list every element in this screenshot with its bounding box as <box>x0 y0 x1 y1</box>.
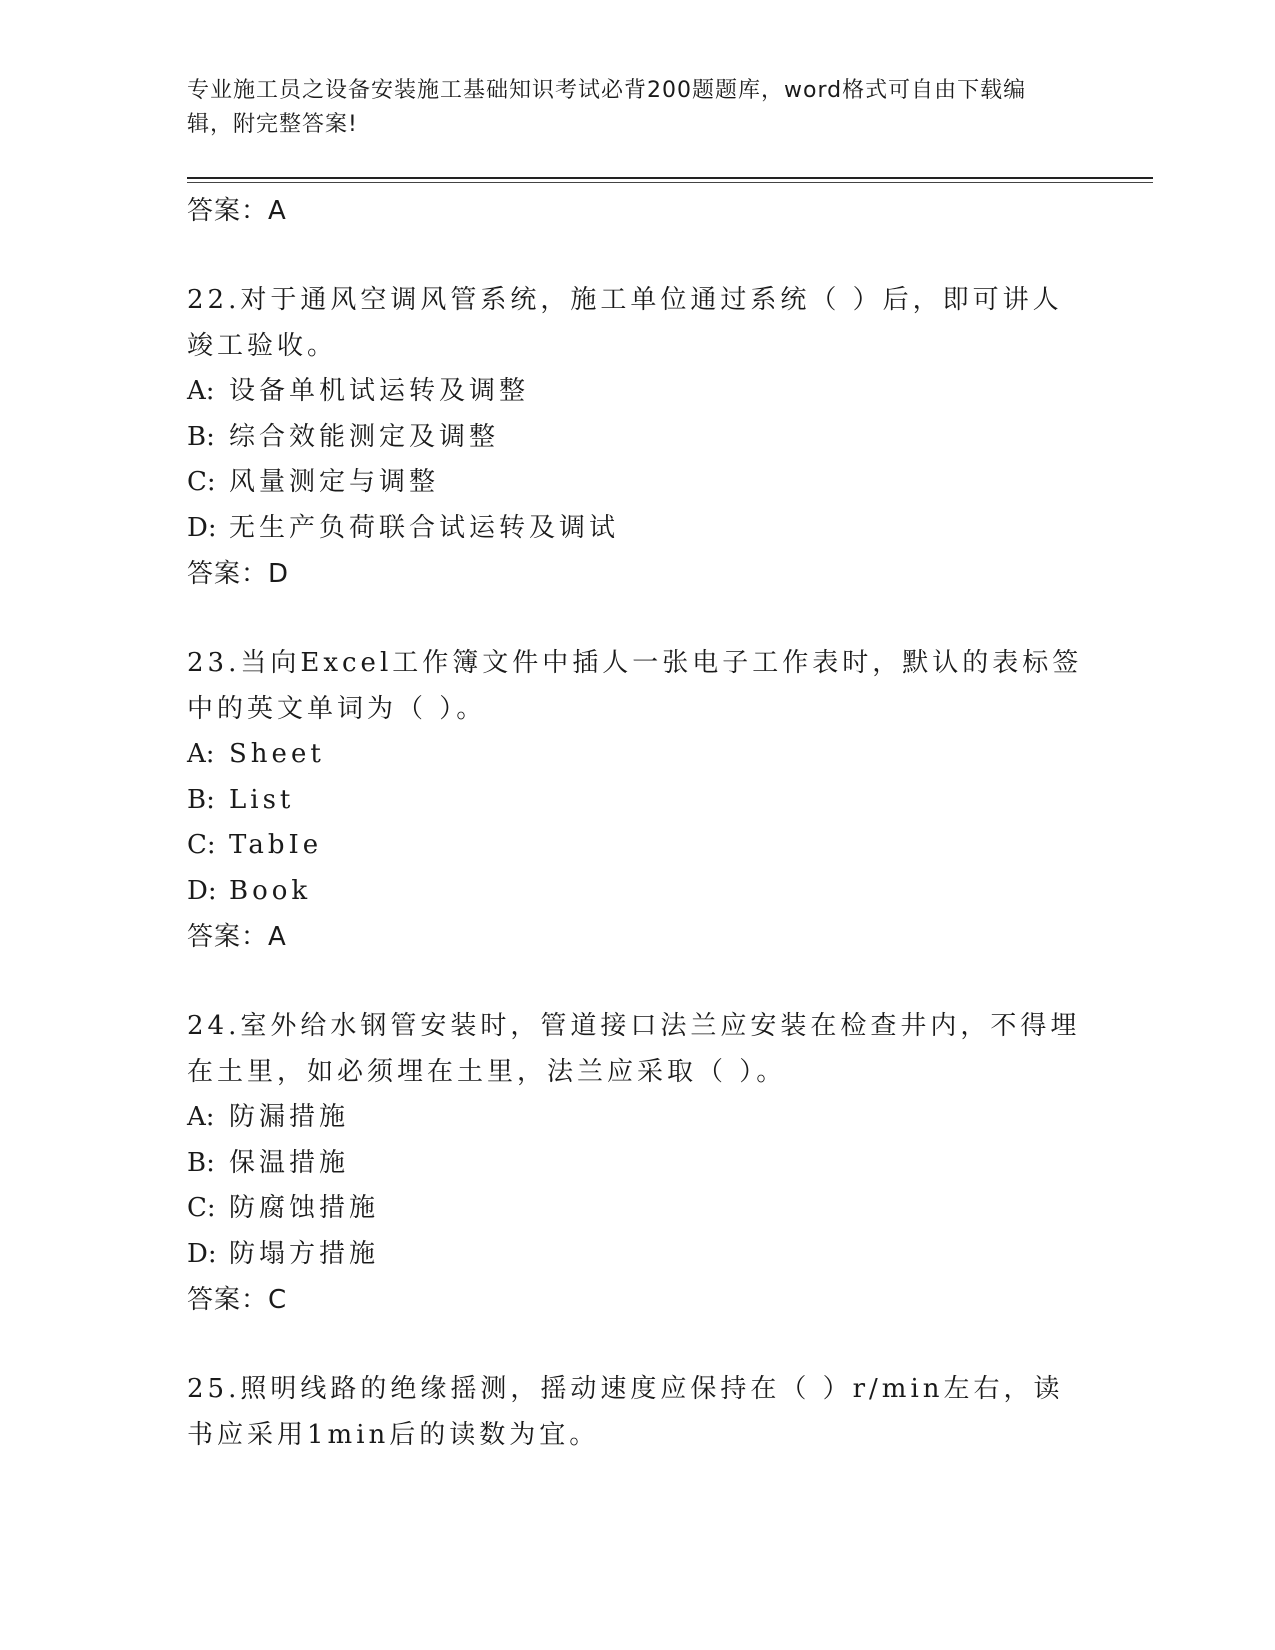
option-c <box>187 460 1087 506</box>
option-text: 保温措施 <box>229 1147 350 1178</box>
header-rule-thick <box>187 177 1153 179</box>
option-letter: C: <box>187 1193 216 1223</box>
option-text: List <box>229 784 295 815</box>
option-letter: D: <box>187 512 217 543</box>
option-a <box>187 369 1087 415</box>
option-d <box>187 1232 1087 1278</box>
option-d <box>187 506 1087 552</box>
option-text: 无生产负荷联合试运转及调试 <box>229 512 620 543</box>
answer-line: 答案：C <box>187 1285 288 1315</box>
option-letter: A: <box>187 376 215 406</box>
option-text: 防漏措施 <box>229 1102 350 1132</box>
option-letter: D: <box>187 1238 217 1269</box>
question-item <box>187 1367 1087 1458</box>
option-d <box>187 869 1087 915</box>
answer-line: 答案：D <box>187 559 290 589</box>
option-letter: B: <box>187 1147 215 1178</box>
option-a <box>187 732 1087 778</box>
option-c <box>187 823 1087 869</box>
page-header: 专业施工员之设备安装施工基础知识考试必背200题题库，word格式可自由下载编辑，附完整答案! <box>187 78 1027 137</box>
option-text: 综合效能测定及调整 <box>229 421 500 452</box>
option-letter: A: <box>187 739 215 769</box>
option-text: 防塌方措施 <box>229 1238 380 1269</box>
option-letter: C: <box>187 830 216 860</box>
question-item <box>187 641 1087 960</box>
option-text: Book <box>229 875 312 906</box>
option-c <box>187 1186 1087 1232</box>
question-item <box>187 1004 1087 1323</box>
question-stem: 22.对于通风空调风管系统，施工单位通过系统（ ）后，即可讲人竣工验收。 <box>187 285 1063 361</box>
option-text: TabIe <box>229 830 323 860</box>
option-a <box>187 1095 1087 1141</box>
header-rule-thin <box>187 182 1153 183</box>
answer-line: 答案：A <box>187 922 287 952</box>
question-item <box>187 278 1087 597</box>
option-letter: D: <box>187 875 217 906</box>
option-letter: B: <box>187 784 215 815</box>
question-stem: 23.当向Excel工作簿文件中插人一张电子工作表时，默认的表标签中的英文单词为（ ）。 <box>187 648 1083 724</box>
answer-line: 答案：A <box>187 196 287 226</box>
option-letter: C: <box>187 467 216 497</box>
option-letter: A: <box>187 1102 215 1132</box>
option-text: Sheet <box>229 739 325 769</box>
option-text: 风量测定与调整 <box>229 467 440 497</box>
option-text: 防腐蚀措施 <box>229 1193 380 1223</box>
option-b <box>187 778 1087 824</box>
option-b <box>187 1141 1087 1187</box>
question-stem: 25.照明线路的绝缘摇测，摇动速度应保持在（ ）r/min左右，读书应采用1min后的读数为宜。 <box>187 1374 1064 1450</box>
option-b <box>187 415 1087 461</box>
question-stem: 24.室外给水钢管安装时，管道接口法兰应安装在检查井内，不得埋在土里，如必须埋在土里，法兰应采取（ ）。 <box>187 1011 1081 1087</box>
option-letter: B: <box>187 421 215 452</box>
question-list <box>187 188 1087 1458</box>
option-text: 设备单机试运转及调整 <box>229 376 530 406</box>
